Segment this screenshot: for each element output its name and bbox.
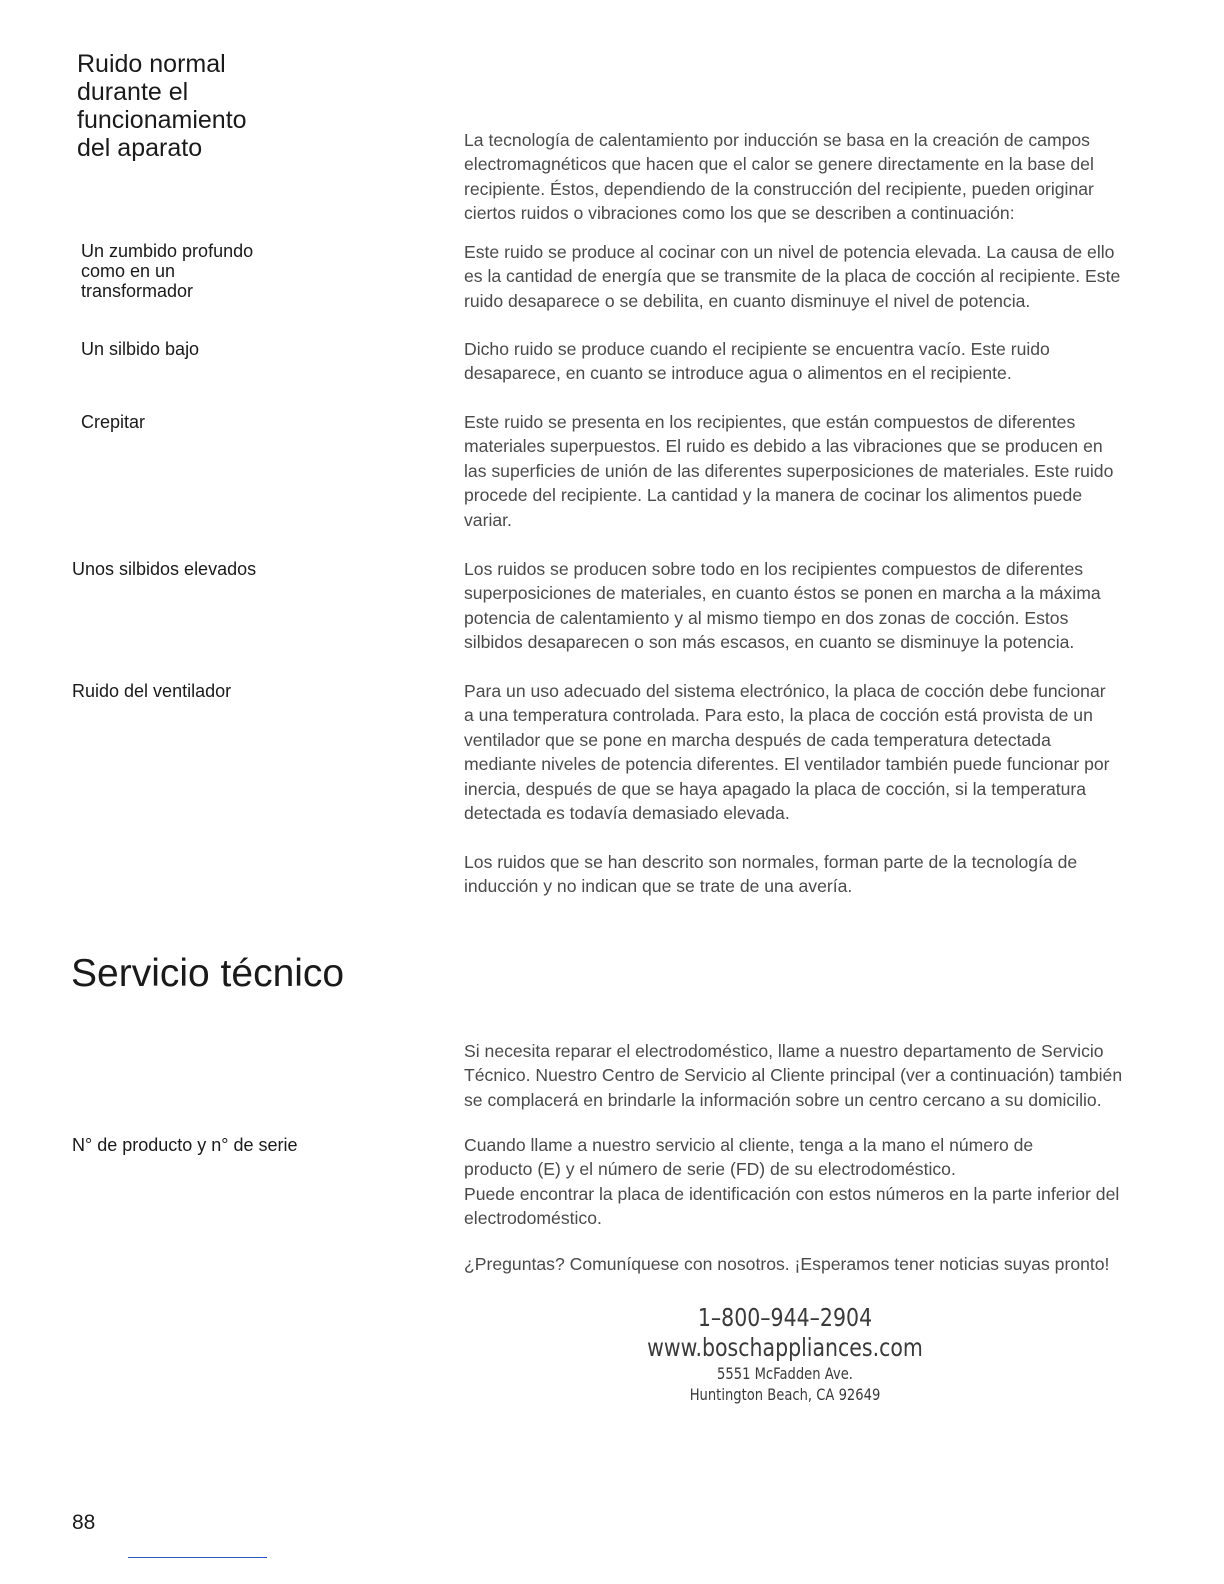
text-line: electromagnéticos que hacen que el calor se genere directamente en la base del [464,154,1094,175]
text-line: Este ruido se presenta en los recipientes, que están compuestos de diferentes [464,412,1076,432]
address-street: 5551 McFadden Ave. [717,1364,853,1383]
text-line: inducción y no indican que se trate de una avería. [464,876,853,897]
website-link[interactable]: www.boschappliances.com [647,1333,923,1362]
text-line: silbidos desaparecen o son más escasos, en cuanto se disminuye la potencia. [464,632,1075,653]
label-line: Un silbido bajo [81,339,200,359]
paragraph-crackling [464,410,1186,532]
text-line: ruido desaparece o se debilita, en cuanto disminuye el nivel de potencia. [464,290,1031,311]
paragraph-service-intro [464,1039,1186,1112]
text-line: mediante niveles de potencia diferentes. El ventilador también puede funcionar por [464,754,1110,775]
section-heading-service: Servicio técnico [71,952,345,995]
text-line: potencia de calentamiento y al mismo tiempo en dos zonas de cocción. Estos [464,607,1069,628]
label-line: transformador [81,281,194,301]
section-heading-normal-noise [77,50,397,162]
label-line: como en un [81,261,176,281]
address-city: Huntington Beach, CA 92649 [689,1385,881,1404]
label-low-whistle [81,339,199,359]
text-line: materiales superpuestos. El ruido es debido a las vibraciones que se producen en [464,436,1103,457]
contact-block [600,1303,970,1405]
text-line: inercia, después de que se haya apagado la placa de cocción, si la temperatura [464,778,1087,799]
text-line: ciertos ruidos o vibraciones como los que se describen a continuación: [464,203,1015,224]
label-line: Unos silbidos elevados [72,559,257,579]
text-line: se complacerá en brindarle la información sobre un centro cercano a su domicilio. [464,1089,1102,1110]
label-line: Crepitar [81,412,146,432]
text-line: a una temperatura controlada. Para esto, la placa de cocción está provista de un [464,705,1093,726]
heading-line: durante el [77,78,189,106]
paragraph-product-serial [464,1133,1186,1231]
heading-line: del aparato [77,134,203,162]
text-line: Los ruidos se producen sobre todo en los recipientes compuestos de diferentes [464,559,1084,579]
text-line: ventilador que se pone en marcha después de cada temperatura detectada [464,729,1051,750]
paragraph-fan-noise [464,679,1186,825]
label-crackling [81,412,145,432]
text-line: procede del recipiente. La cantidad y la manera de cocinar los alimentos puede [464,485,1083,506]
text-line: variar. [464,509,512,530]
label-line: Ruido del ventilador [72,681,232,701]
paragraph-deep-hum [464,240,1186,313]
paragraph-closing [464,850,1186,899]
text-line: Para un uso adecuado del sistema electrónico, la placa de cocción debe funcionar [464,681,1106,701]
label-high-whistles [72,559,256,579]
paragraph-high-whistles [464,557,1186,655]
label-fan-noise [72,681,231,701]
text-line: ¿Preguntas? Comuníquese con nosotros. ¡Esperamos tener noticias suyas pronto! [464,1254,1110,1274]
text-line: detectada es todavía demasiado elevada. [464,803,790,824]
label-deep-hum [81,241,253,301]
label-product-serial [72,1135,298,1155]
paragraph-low-whistle [464,337,1186,386]
text-line: La tecnología de calentamiento por inducción se basa en la creación de campos [464,130,1090,150]
text-line: las superficies de unión de las diferentes superposiciones de materiales. Este ruido [464,460,1114,481]
heading-line: Ruido normal [77,50,226,78]
footer-divider [128,1557,267,1558]
text-line: es la cantidad de energía que se transmite de la placa de cocción al recipiente. Este [464,266,1121,287]
text-line: Dicho ruido se produce cuando el recipiente se encuentra vacío. Este ruido [464,339,1050,359]
intro-paragraph [464,128,1186,226]
text-line: Cuando llame a nuestro servicio al cliente, tenga a la mano el número de [464,1135,1034,1155]
label-line: Un zumbido profundo [81,241,254,261]
page-number: 88 [72,1511,96,1534]
phone-number[interactable]: 1–800–944–2904 [697,1303,873,1332]
text-line: Si necesita reparar el electrodoméstico, llame a nuestro departamento de Servicio [464,1041,1104,1061]
text-line: Puede encontrar la placa de identificación con estos números en la parte inferior del [464,1183,1120,1204]
text-line: producto (E) y el número de serie (FD) de su electrodoméstico. [464,1159,956,1180]
label-line: N° de producto y n° de serie [72,1135,298,1155]
text-line: recipiente. Éstos, dependiendo de la construcción del recipiente, pueden originar [464,178,1094,199]
paragraph-questions [464,1252,1186,1276]
text-line: electrodoméstico. [464,1208,602,1229]
text-line: Técnico. Nuestro Centro de Servicio al Cliente principal (ver a continuación) también [464,1065,1123,1086]
text-line: superposiciones de materiales, en cuanto éstos se ponen en marcha a la máxima [464,583,1101,604]
text-line: desaparece, en cuanto se introduce agua o alimentos en el recipiente. [464,363,1012,384]
text-line: Los ruidos que se han descrito son normales, forman parte de la tecnología de [464,852,1078,872]
heading-line: funcionamiento [77,106,247,134]
text-line: Este ruido se produce al cocinar con un nivel de potencia elevada. La causa de ello [464,242,1115,262]
